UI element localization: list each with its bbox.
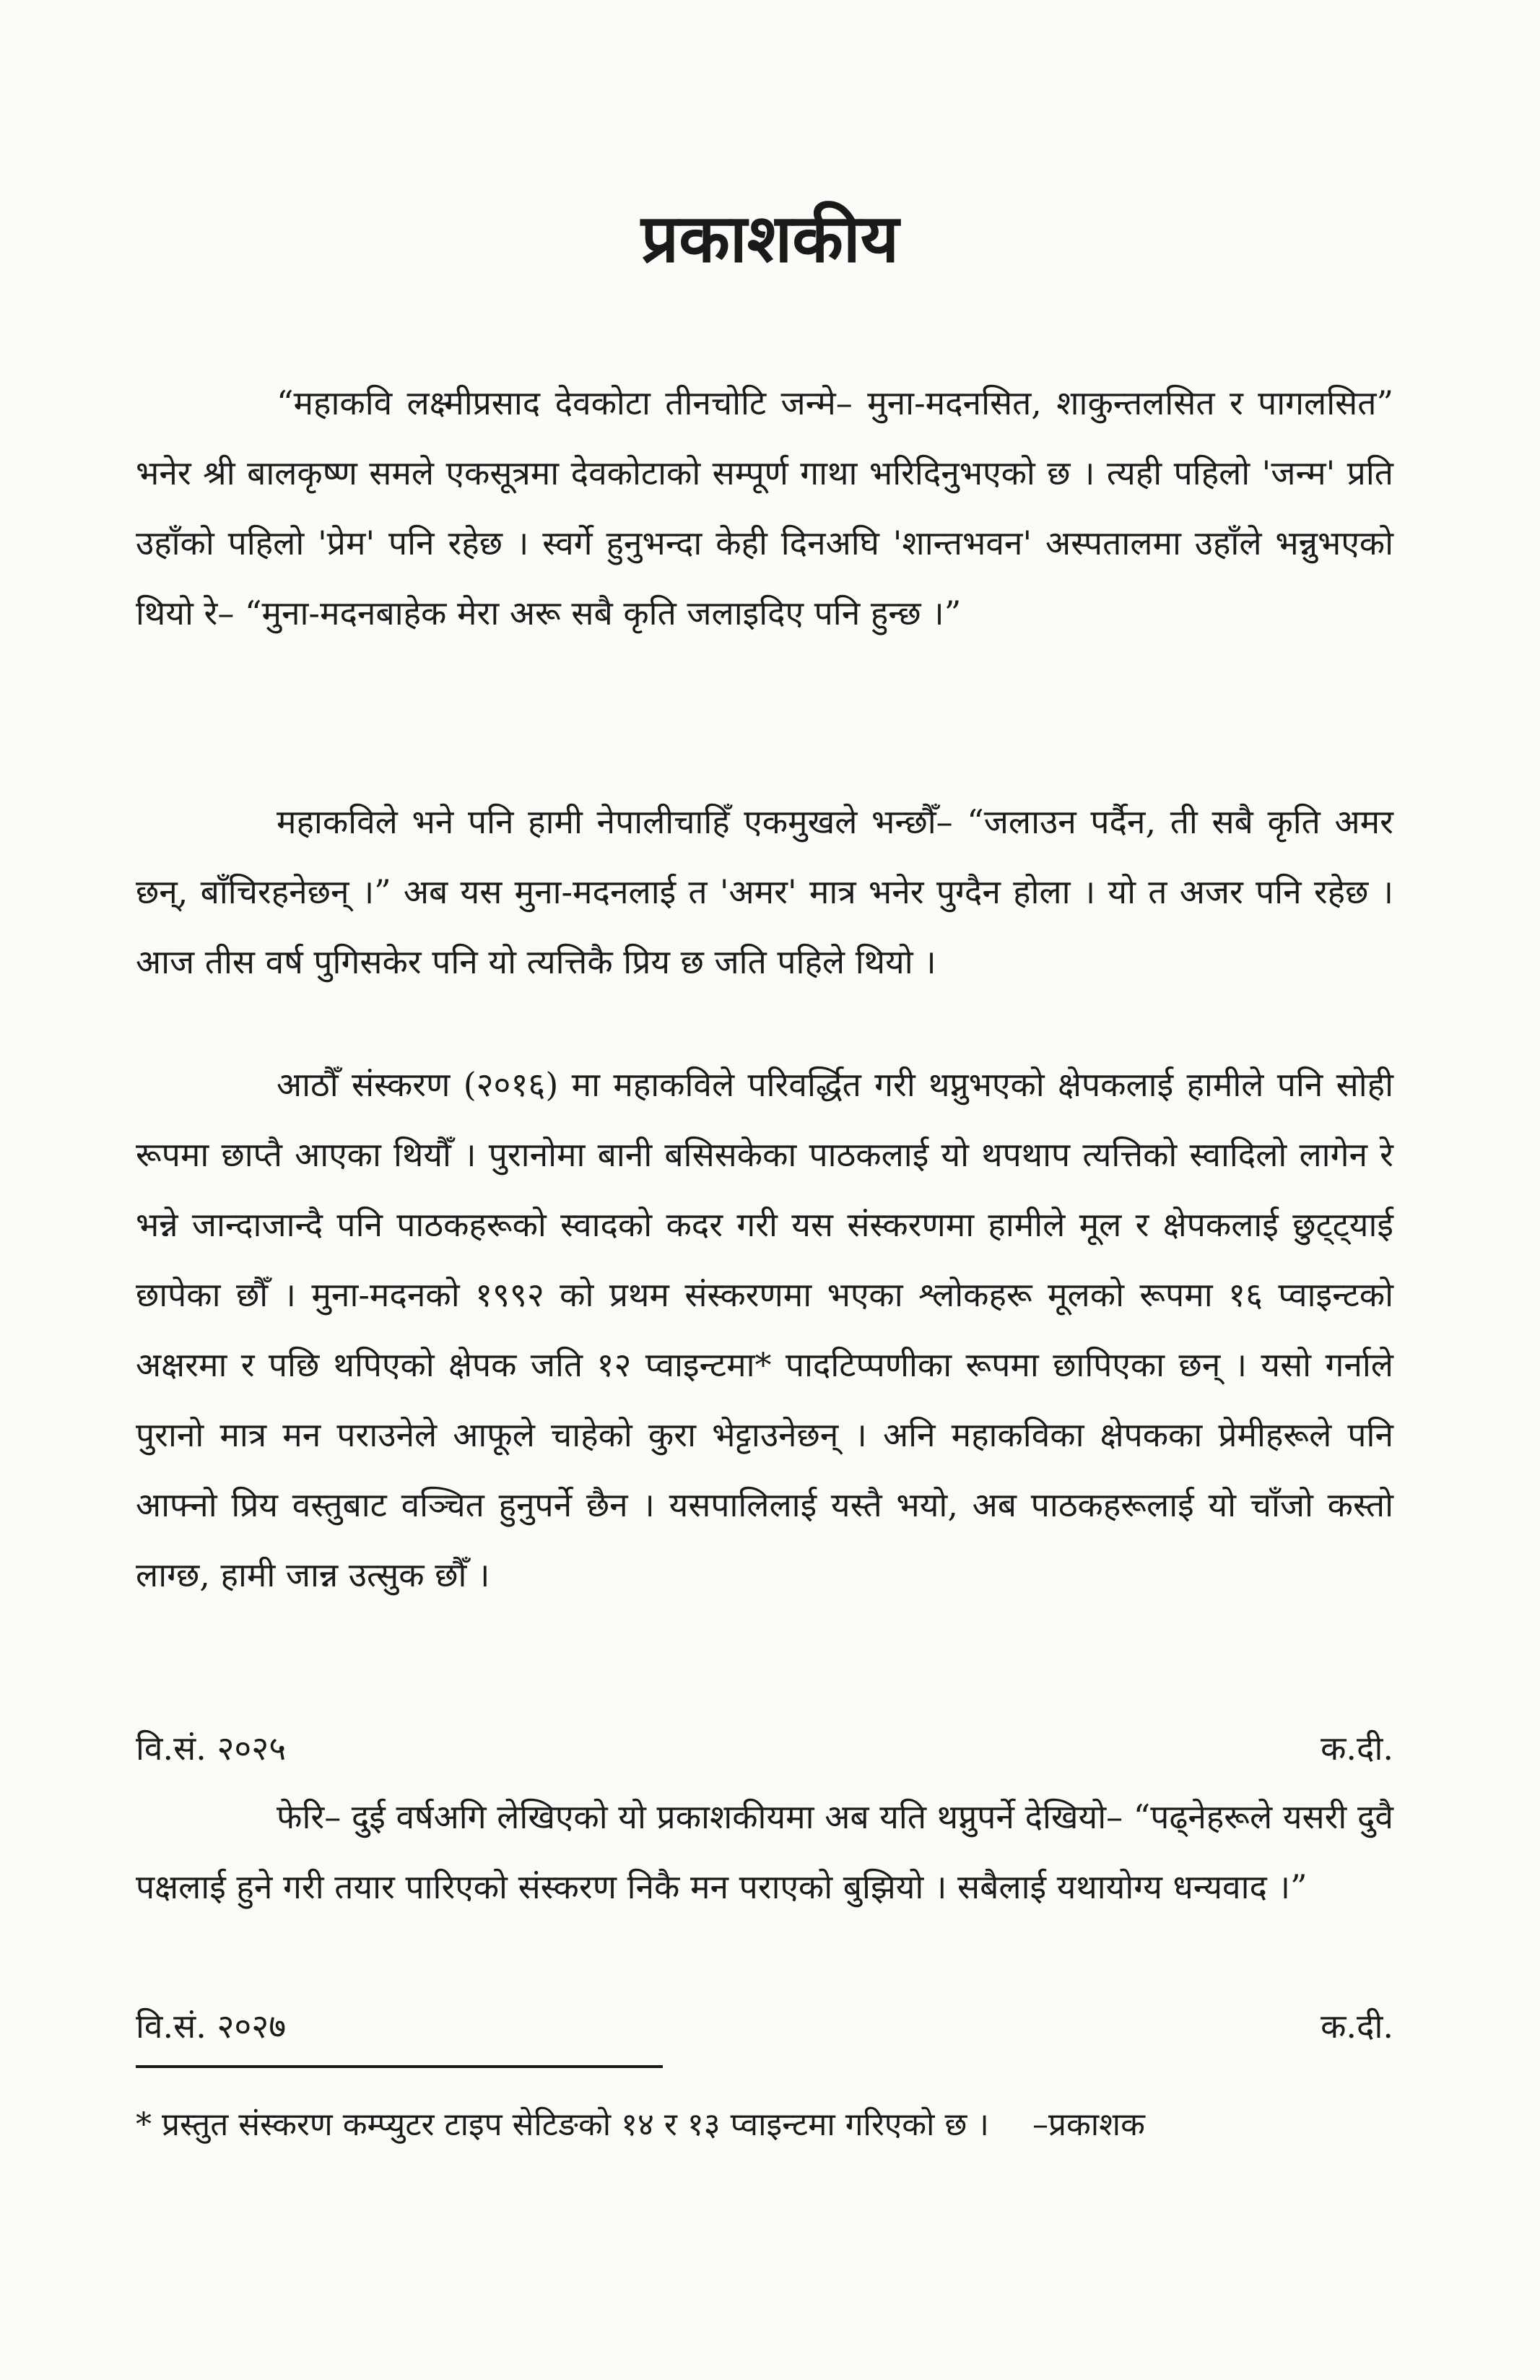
body-section-1 (136, 368, 1393, 648)
signature-initials: क.दी. (1321, 2007, 1393, 2046)
body-section-2 (136, 787, 1393, 997)
footnote-divider (136, 2065, 663, 2068)
footnote (136, 2090, 1393, 2160)
paragraph-2: महाकविले भने पनि हामी नेपालीचाहिँ एकमुखले भन्छौँ– “जलाउन पर्दैन, ती सबै कृति अमर छन्, बाँचिरहनेछन् ।” अब यस मुना-मदनलाई त 'अमर' मात्र भनेर पुग्दैन होला । यो त अजर पनि रहेछ । आज तीस वर्ष पुगिसकेर पनि यो त्यत्तिकै प्रिय छ जति पहिले थियो । (136, 802, 1393, 981)
footnote-text: * प्रस्तुत संस्करण कम्प्युटर टाइप सेटिङको १४ र १३ प्वाइन्टमा गरिएको छ । (136, 2106, 989, 2143)
body-section-3 (136, 1050, 1393, 1610)
footnote-sign: –प्रकाशक (1032, 2106, 1145, 2143)
paragraph-4: फेरि– दुई वर्षअगि लेखिएको यो प्रकाशकीयमा अब यति थप्नुपर्ने देखियो– “पढ्नेहरूले यसरी दुवै पक्षलाई हुने गरी तयार पारिएको संस्करण निकै मन पराएको बुझियो । सबैलाई यथायोग्य धन्यवाद ।” (136, 1797, 1393, 1906)
signature-date: वि.सं. २०२५ (136, 1729, 287, 1768)
signature-date: वि.सं. २०२७ (136, 2007, 287, 2046)
paragraph-3: आठौँ संस्करण (२०१६) मा महाकविले परिवर्द्धित गरी थप्नुभएको क्षेपकलाई हामीले पनि सोही रूपमा छाप्तै आएका थियौँ । पुरानोमा बानी बसिसकेका पाठकलाई यो थपथाप त्यत्तिको स्वादिलो लागेन रे भन्ने जान्दाजान्दै पनि पाठकहरूको स्वादको कदर गरी यस संस्करणमा हामीले मूल र क्षेपकलाई छुट्ट्याई छापेका छौँ । मुना-मदनको १९९२ को प्रथम संस्करणमा भएका श्लोकहरू मूलको रूपमा १६ प्वाइन्टको अक्षरमा र पछि थपिएको क्षेपक जति १२ प्वाइन्टमा* पादटिप्पणीका रूपमा छापिएका छन् । यसो गर्नाले पुरानो मात्र मन पराउनेले आफूले चाहेको कुरा भेट्टाउनेछन् । अनि महाकविका क्षेपकका प्रेमीहरूले पनि आफ्नो प्रिय वस्तुबाट वञ्चित हुनुपर्ने छैन । यसपालिलाई यस्तै भयो, अब पाठकहरूलाई यो चाँजो कस्तो लाग्छ, हामी जान्न उत्सुक छौँ । (136, 1065, 1393, 1594)
page-title: प्रकाशकीय (640, 199, 900, 277)
paragraph-1: “महाकवि लक्ष्मीप्रसाद देवकोटा तीनचोटि जन्मे– मुना-मदनसित, शाकुन्तलसित र पागलसित” भनेर श्री बालकृष्ण समले एकसूत्रमा देवकोटाको सम्पूर्ण गाथा भरिदिनुभएको छ । त्यही पहिलो 'जन्म' प्रति उहाँको पहिलो 'प्रेम' पनि रहेछ । स्वर्गे हुनुभन्दा केही दिनअघि 'शान्तभवन' अस्पतालमा उहाँले भन्नुभएको थियो रे– “मुना-मदनबाहेक मेरा अरू सबै कृति जलाइदिए पनि हुन्छ ।” (136, 383, 1393, 633)
signature-initials: क.दी. (1321, 1729, 1393, 1768)
body-section-4 (136, 1782, 1393, 1922)
